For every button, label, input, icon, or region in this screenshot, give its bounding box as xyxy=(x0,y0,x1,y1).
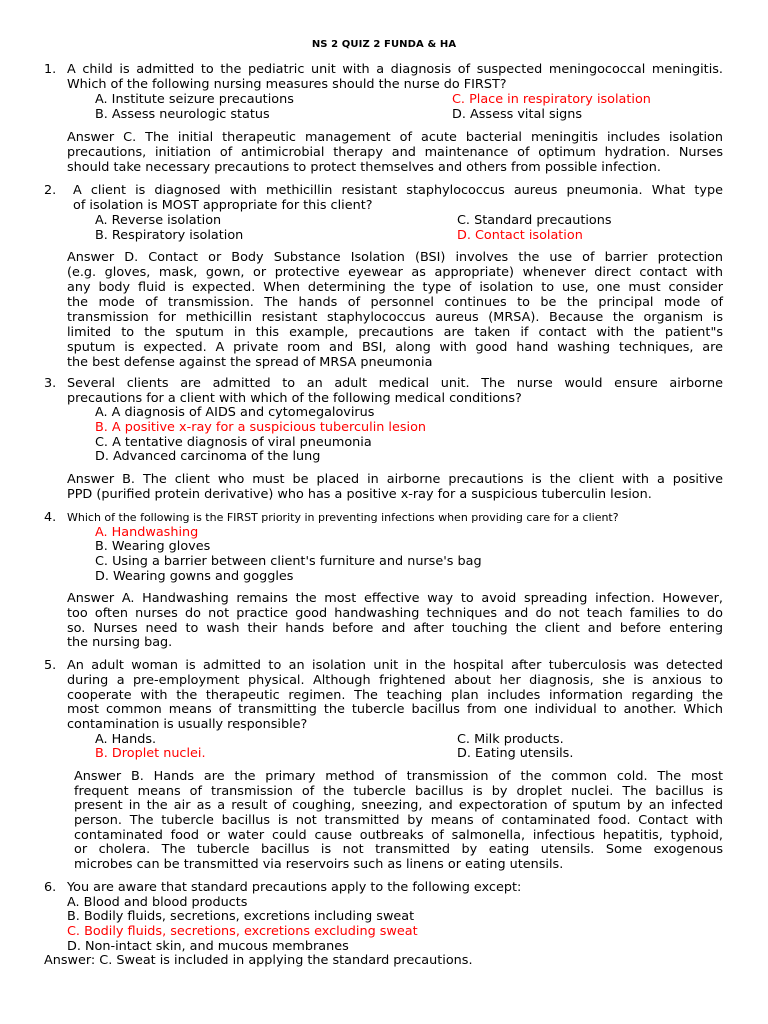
option-d: D. Wearing gowns and goggles xyxy=(95,569,294,584)
option-c: C. A tentative diagnosis of viral pneumonia xyxy=(95,435,372,450)
question-stem-line: Which of the following nursing measures should the nurse do FIRST? xyxy=(67,77,507,92)
answer-line: the best defense against the spread of MRSA pneumonia xyxy=(67,355,433,370)
question-stem-line: of isolation is MOST appropriate for this client? xyxy=(73,198,373,213)
answer-line: present in the air as a result of coughing, sneezing, and expectoration of sputum by an infected xyxy=(74,798,723,813)
option-a: A. A diagnosis of AIDS and cytomegalovirus xyxy=(95,405,375,420)
answer-line: (e.g. gloves, mask, gown, or protective eyewear as appropriate) whenever direct contact with xyxy=(67,265,723,280)
answer-line: frequent means of transmission of the tubercle bacillus is by droplet nuclei. The bacillus is xyxy=(74,784,723,799)
question-stem-line: contamination is usually responsible? xyxy=(67,717,308,732)
option-b: B. Assess neurologic status xyxy=(95,107,270,122)
question-number: 3. xyxy=(44,376,57,391)
answer-line: Answer: C. Sweat is included in applying the standard precautions. xyxy=(44,953,473,968)
answer-line: Answer B. Hands are the primary method of transmission of the common cold. The most xyxy=(74,769,723,784)
option-d: D. Assess vital signs xyxy=(452,107,583,122)
option-a: A. Institute seizure precautions xyxy=(95,92,294,107)
answer-line: person. The tubercle bacillus is not transmitted by means of contaminated food. Contact with xyxy=(74,813,723,828)
answer-line: precautions, initiation of antimicrobial therapy and maintenance of optimum hydration. Nurses xyxy=(67,145,723,160)
answer-line: Answer C. The initial therapeutic management of acute bacterial meningitis includes isolation xyxy=(67,130,723,145)
option-c: C. Standard precautions xyxy=(457,213,612,228)
option-c-correct: C. Place in respiratory isolation xyxy=(452,92,651,107)
answer-line: the nursing bag. xyxy=(67,635,173,650)
answer-line: should take necessary precautions to protect themselves and others from possible infection. xyxy=(67,160,661,175)
answer-line: too often nurses do not practice good handwashing techniques and do not teach families to do xyxy=(67,606,723,621)
answer-line: Answer D. Contact or Body Substance Isolation (BSI) involves the use of barrier protection xyxy=(67,250,723,265)
answer-line: microbes can be transmitted via reservoirs such as linens or eating utensils. xyxy=(74,857,564,872)
answer-line: Answer B. The client who must be placed in airborne precautions is the client with a positive xyxy=(67,472,723,487)
question-number: 5. xyxy=(44,658,57,673)
answer-line: any body fluid is expected. When determining the type of isolation to use, one must consider xyxy=(67,280,723,295)
option-b-correct: B. Droplet nuclei. xyxy=(95,746,206,761)
question-stem-line: Which of the following is the FIRST priority in preventing infections when providing care for a client? xyxy=(67,511,619,524)
option-c: C. Using a barrier between client's furniture and nurse's bag xyxy=(95,554,482,569)
answer-line: Answer A. Handwashing remains the most effective way to avoid spreading infection. However, xyxy=(67,591,723,606)
question-number: 4. xyxy=(44,510,57,525)
answer-line: or cholera. The tubercle bacillus is not transmitted by eating utensils. Some exogenous xyxy=(74,842,723,857)
question-number: 6. xyxy=(44,880,57,895)
option-b: B. Respiratory isolation xyxy=(95,228,244,243)
option-a: A. Hands. xyxy=(95,732,157,747)
question-number: 1. xyxy=(44,62,57,77)
option-d: D. Eating utensils. xyxy=(457,746,574,761)
option-d-correct: D. Contact isolation xyxy=(457,228,583,243)
option-c: C. Milk products. xyxy=(457,732,564,747)
answer-line: transmission for methicillin resistant staphylococcus aureus (MRSA). Because the organism is xyxy=(67,310,723,325)
option-a: A. Blood and blood products xyxy=(67,895,248,910)
option-b: B. Wearing gloves xyxy=(95,539,211,554)
answer-line: contaminated food or water could cause outbreaks of salmonella, infectious hepatitis, typhoid, xyxy=(74,828,723,843)
option-c-correct: C. Bodily fluids, secretions, excretions excluding sweat xyxy=(67,924,418,939)
question-stem-line: during a pre-employment physical. Although frightened about her diagnosis, she is anxious to xyxy=(67,673,723,688)
option-d: D. Advanced carcinoma of the lung xyxy=(95,449,321,464)
answer-line: the mode of transmission. The hands of personnel continues to be the principal mode of xyxy=(67,295,723,310)
question-stem-line: precautions for a client with which of the following medical conditions? xyxy=(67,391,522,406)
question-stem-line: A client is diagnosed with methicillin resistant staphylococcus aureus pneumonia. What type xyxy=(73,183,723,198)
answer-line: PPD (purified protein derivative) who has a positive x-ray for a suspicious tuberculin lesion. xyxy=(67,487,652,502)
answer-line: limited to the sputum in this example, precautions are taken if contact with the patient"s xyxy=(67,325,723,340)
question-stem-line: cooperate with the therapeutic regimen. The teaching plan includes information regarding the xyxy=(67,688,723,703)
answer-line: so. Nurses need to wash their hands before and after touching the client and before entering xyxy=(67,621,723,636)
option-b-correct: B. A positive x-ray for a suspicious tuberculin lesion xyxy=(95,420,427,435)
document-title: NS 2 QUIZ 2 FUNDA & HA xyxy=(311,39,457,50)
answer-line: sputum is expected. A private room and BSI, along with good hand washing techniques, are xyxy=(67,340,723,355)
question-stem-line: You are aware that standard precautions apply to the following except: xyxy=(67,880,522,895)
question-stem-line: most common means of transmitting the tubercle bacillus from one individual to another. Which xyxy=(67,702,723,717)
question-stem-line: Several clients are admitted to an adult medical unit. The nurse would ensure airborne xyxy=(67,376,723,391)
question-number: 2. xyxy=(44,183,57,198)
option-a-correct: A. Handwashing xyxy=(95,525,199,540)
question-stem-line: An adult woman is admitted to an isolation unit in the hospital after tuberculosis was detected xyxy=(67,658,723,673)
question-stem-line: A child is admitted to the pediatric unit with a diagnosis of suspected meningococcal meningitis. xyxy=(67,62,723,77)
option-d: D. Non-intact skin, and mucous membranes xyxy=(67,939,349,954)
option-a: A. Reverse isolation xyxy=(95,213,222,228)
option-b: B. Bodily fluids, secretions, excretions including sweat xyxy=(67,909,415,924)
